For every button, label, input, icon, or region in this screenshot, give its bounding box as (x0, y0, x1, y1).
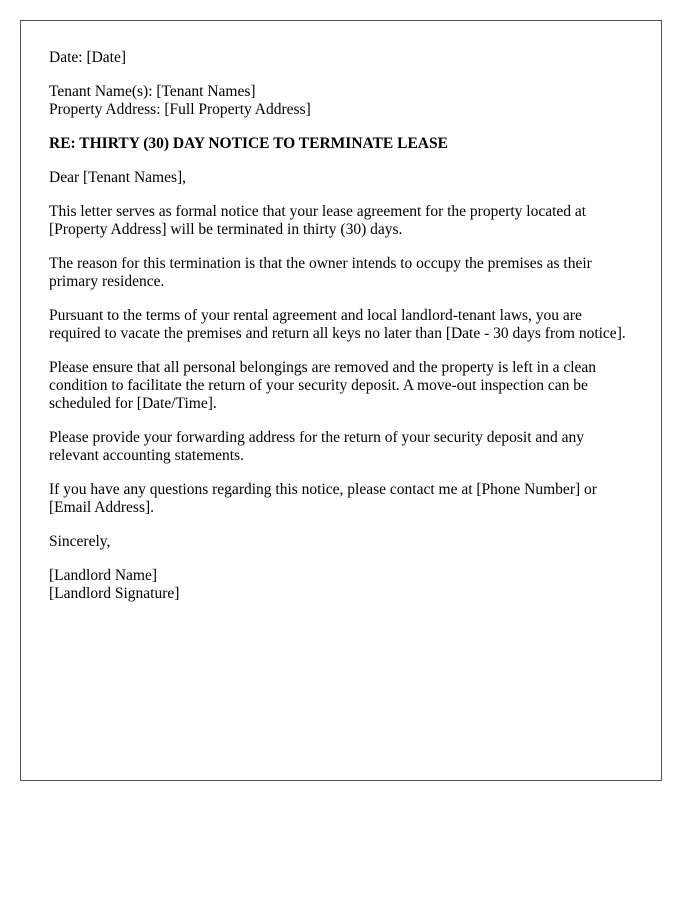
body-paragraph-notice: This letter serves as formal notice that your lease agreement for the property located at [Property Address] will be terminated in thirty (30) days. (49, 203, 587, 238)
subject-line: RE: THIRTY (30) DAY NOTICE TO TERMINATE LEASE (49, 135, 448, 152)
salutation: Dear [Tenant Names], (49, 169, 187, 186)
body-paragraph-reason: The reason for this termination is that the owner intends to occupy the premises as their primary residence. (49, 255, 592, 290)
body-paragraph-vacate: Pursuant to the terms of your rental agreement and local landlord-tenant laws, you are required to vacate the premises and return all keys no later than [Date - 30 days from notice]. (49, 307, 626, 342)
body-paragraph-forwarding: Please provide your forwarding address for the return of your security deposit and any relevant accounting statements. (49, 429, 585, 464)
recipient-block (49, 83, 633, 119)
tenant-name-line: Tenant Name(s): [Tenant Names] (49, 83, 256, 100)
property-address-line: Property Address: [Full Property Address] (49, 101, 311, 118)
body-paragraph-inspection: Please ensure that all personal belongings are removed and the property is left in a clean condition to facilitate the return of your security deposit. A move-out inspection can be scheduled for [Date/Time]. (49, 359, 597, 412)
letter-page (20, 20, 662, 781)
signature-block (49, 567, 633, 603)
closing: Sincerely, (49, 533, 111, 550)
landlord-signature: [Landlord Signature] (49, 585, 180, 602)
date-line: Date: [Date] (49, 49, 127, 66)
landlord-name: [Landlord Name] (49, 567, 158, 584)
body-paragraph-contact: If you have any questions regarding this notice, please contact me at [Phone Number] or [Email Address]. (49, 481, 597, 516)
